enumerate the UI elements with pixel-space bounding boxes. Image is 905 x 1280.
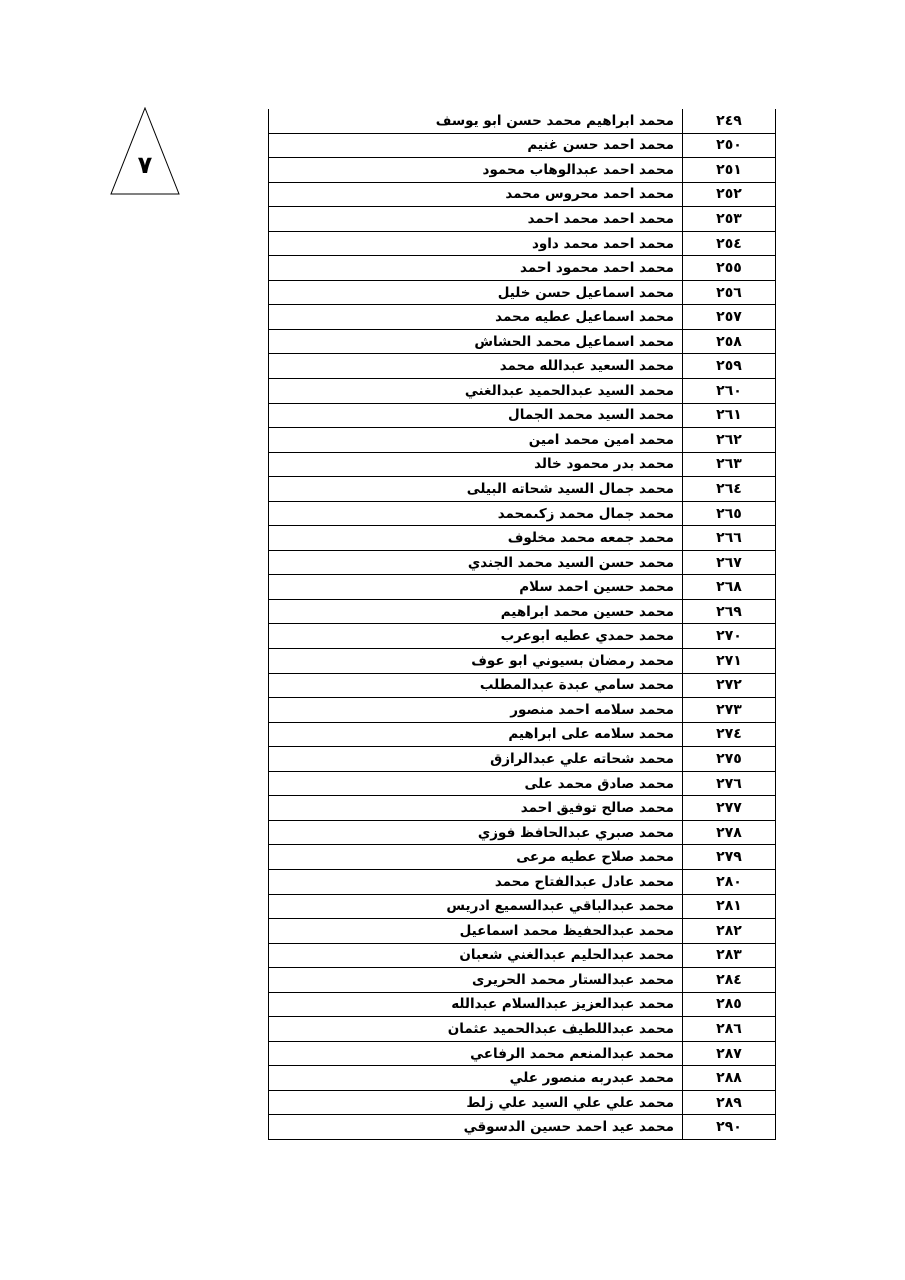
table-row: [269, 943, 776, 968]
row-name: محمد احمد محروس محمد: [269, 182, 683, 207]
row-name: محمد صالح توفيق احمد: [269, 796, 683, 821]
table-row: [269, 403, 776, 428]
row-name: محمد عبدالعزيز عبدالسلام عبدالله: [269, 992, 683, 1017]
row-number: ٢٨٠: [683, 869, 776, 894]
table-row: [269, 207, 776, 232]
row-number: ٢٧٤: [683, 722, 776, 747]
row-name: محمد حسين احمد سلام: [269, 575, 683, 600]
row-number: ٢٧٣: [683, 698, 776, 723]
row-number: ٢٦٠: [683, 379, 776, 404]
table-row: [269, 771, 776, 796]
row-number: ٢٨٤: [683, 968, 776, 993]
row-number: ٢٥٨: [683, 329, 776, 354]
row-number: ٢٦٥: [683, 501, 776, 526]
row-name: محمد علي علي السيد علي زلط: [269, 1090, 683, 1115]
table-row: [269, 501, 776, 526]
table-row: [269, 624, 776, 649]
row-number: ٢٦٤: [683, 477, 776, 502]
row-number: ٢٧٧: [683, 796, 776, 821]
row-number: ٢٥٩: [683, 354, 776, 379]
table-row: [269, 673, 776, 698]
row-number: ٢٧١: [683, 649, 776, 674]
row-name: محمد السيد محمد الجمال: [269, 403, 683, 428]
table-row: [269, 329, 776, 354]
row-number: ٢٨٢: [683, 919, 776, 944]
table-row: [269, 452, 776, 477]
table-row: [269, 158, 776, 183]
row-number: ٢٦٦: [683, 526, 776, 551]
row-name: محمد شحاته علي عبدالرازق: [269, 747, 683, 772]
row-number: ٢٧٦: [683, 771, 776, 796]
table-row: [269, 280, 776, 305]
row-number: ٢٦٨: [683, 575, 776, 600]
row-name: محمد امين محمد امين: [269, 428, 683, 453]
row-number: ٢٤٩: [683, 109, 776, 133]
row-name: محمد احمد عبدالوهاب محمود: [269, 158, 683, 183]
row-number: ٢٨١: [683, 894, 776, 919]
table-row: [269, 845, 776, 870]
table-row: [269, 231, 776, 256]
row-number: ٢٥٠: [683, 133, 776, 158]
table-row: [269, 968, 776, 993]
row-number: ٢٥٥: [683, 256, 776, 281]
row-number: ٢٦٧: [683, 550, 776, 575]
row-number: ٢٧٢: [683, 673, 776, 698]
table-row: [269, 109, 776, 133]
table-row: [269, 599, 776, 624]
page-number: ٧: [137, 151, 153, 179]
row-number: ٢٦٩: [683, 599, 776, 624]
row-name: محمد حسين محمد ابراهيم: [269, 599, 683, 624]
row-name: محمد صبري عبدالحافظ فوزي: [269, 820, 683, 845]
row-name: محمد عادل عبدالفتاح محمد: [269, 869, 683, 894]
row-name: محمد اسماعيل عطيه محمد: [269, 305, 683, 330]
row-number: ٢٦١: [683, 403, 776, 428]
row-number: ٢٨٣: [683, 943, 776, 968]
row-name: محمد ابراهيم محمد حسن ابو يوسف: [269, 109, 683, 133]
table-row: [269, 575, 776, 600]
row-name: محمد عبدالمنعم محمد الرفاعي: [269, 1041, 683, 1066]
table-row: [269, 992, 776, 1017]
row-name: محمد عبداللطيف عبدالحميد عثمان: [269, 1017, 683, 1042]
row-number: ٢٧٠: [683, 624, 776, 649]
names-table: [268, 109, 776, 1140]
row-name: محمد اسماعيل محمد الحشاش: [269, 329, 683, 354]
table-row: [269, 894, 776, 919]
row-name: محمد حسن السيد محمد الجندي: [269, 550, 683, 575]
row-number: ٢٨٦: [683, 1017, 776, 1042]
row-name: محمد عبدالحليم عبدالغني شعبان: [269, 943, 683, 968]
row-name: محمد صادق محمد على: [269, 771, 683, 796]
table-row: [269, 1090, 776, 1115]
row-name: محمد اسماعيل حسن خليل: [269, 280, 683, 305]
row-number: ٢٧٩: [683, 845, 776, 870]
row-number: ٢٧٨: [683, 820, 776, 845]
table-row: [269, 379, 776, 404]
page-number-marker: [110, 107, 180, 195]
row-name: محمد السعيد عبدالله محمد: [269, 354, 683, 379]
row-name: محمد حمدي عطيه ابوعرب: [269, 624, 683, 649]
row-name: محمد عبدالحفيظ محمد اسماعيل: [269, 919, 683, 944]
table-row: [269, 919, 776, 944]
table-row: [269, 1041, 776, 1066]
row-name: محمد احمد محمود احمد: [269, 256, 683, 281]
row-name: محمد عبدالستار محمد الحريرى: [269, 968, 683, 993]
row-number: ٢٩٠: [683, 1115, 776, 1140]
row-number: ٢٥٢: [683, 182, 776, 207]
row-name: محمد السيد عبدالحميد عبدالغني: [269, 379, 683, 404]
table-row: [269, 1066, 776, 1091]
row-number: ٢٨٨: [683, 1066, 776, 1091]
row-name: محمد جمعه محمد مخلوف: [269, 526, 683, 551]
row-name: محمد عبدربه منصور علي: [269, 1066, 683, 1091]
row-name: محمد صلاح عطيه مرعى: [269, 845, 683, 870]
table-row: [269, 698, 776, 723]
row-name: محمد سامي عبدة عبدالمطلب: [269, 673, 683, 698]
table-row: [269, 649, 776, 674]
row-name: محمد بدر محمود خالد: [269, 452, 683, 477]
row-name: محمد سلامه احمد منصور: [269, 698, 683, 723]
row-number: ٢٥٣: [683, 207, 776, 232]
table-row: [269, 1115, 776, 1140]
row-name: محمد احمد محمد داود: [269, 231, 683, 256]
row-number: ٢٥٦: [683, 280, 776, 305]
row-name: محمد جمال محمد زكىمحمد: [269, 501, 683, 526]
table-row: [269, 1017, 776, 1042]
row-number: ٢٥١: [683, 158, 776, 183]
table-row: [269, 869, 776, 894]
row-number: ٢٨٧: [683, 1041, 776, 1066]
table-row: [269, 526, 776, 551]
names-table-body: [269, 109, 776, 1139]
table-row: [269, 820, 776, 845]
row-number: ٢٦٣: [683, 452, 776, 477]
table-row: [269, 477, 776, 502]
table-row: [269, 747, 776, 772]
row-number: ٢٥٤: [683, 231, 776, 256]
row-name: محمد احمد محمد احمد: [269, 207, 683, 232]
table-row: [269, 256, 776, 281]
table-row: [269, 428, 776, 453]
row-number: ٢٨٥: [683, 992, 776, 1017]
table-row: [269, 133, 776, 158]
table-row: [269, 550, 776, 575]
row-number: ٢٧٥: [683, 747, 776, 772]
table-row: [269, 354, 776, 379]
row-name: محمد جمال السيد شحاته البيلى: [269, 477, 683, 502]
table-row: [269, 722, 776, 747]
row-name: محمد عيد احمد حسين الدسوقي: [269, 1115, 683, 1140]
row-name: محمد سلامه على ابراهيم: [269, 722, 683, 747]
table-row: [269, 796, 776, 821]
row-number: ٢٥٧: [683, 305, 776, 330]
table-row: [269, 305, 776, 330]
row-number: ٢٦٢: [683, 428, 776, 453]
table-row: [269, 182, 776, 207]
row-name: محمد عبدالباقي عبدالسميع ادريس: [269, 894, 683, 919]
row-name: محمد احمد حسن غنيم: [269, 133, 683, 158]
row-number: ٢٨٩: [683, 1090, 776, 1115]
row-name: محمد رمضان بسيوني ابو عوف: [269, 649, 683, 674]
